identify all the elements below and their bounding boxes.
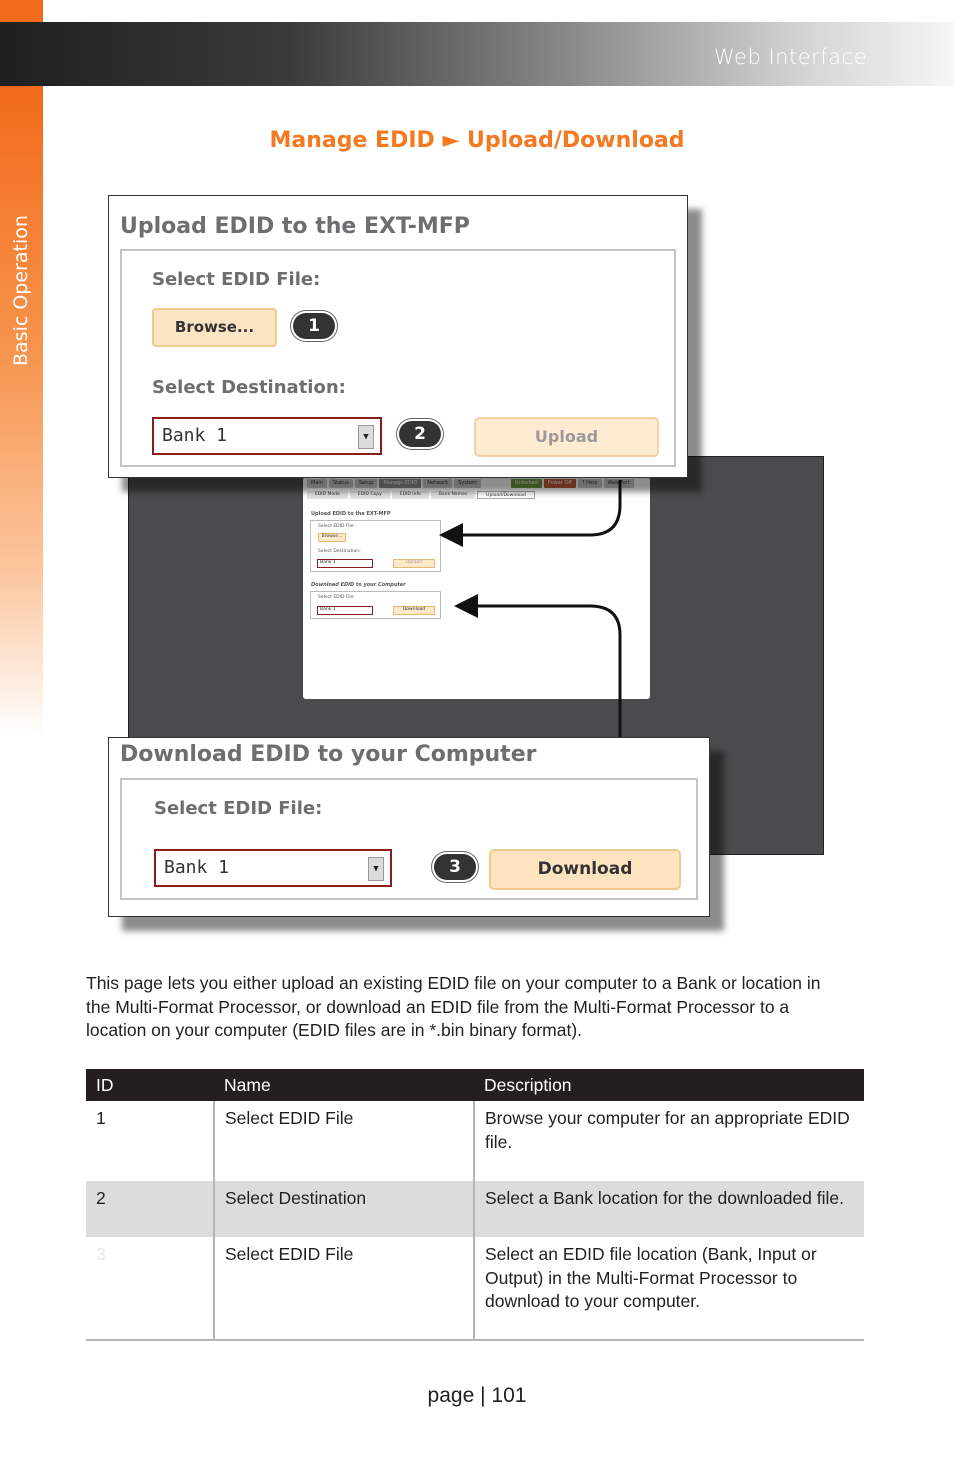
download-panel-title: Download EDID to your Computer <box>120 742 537 767</box>
destination-select-value: Bank 1 <box>162 425 228 446</box>
upload-select-file-label: Select EDID File: <box>152 269 321 290</box>
download-file-select[interactable] <box>154 849 392 887</box>
id-table <box>86 1069 864 1341</box>
side-label: Basic Operation <box>10 215 32 366</box>
mini-nav-system[interactable]: System <box>454 479 481 488</box>
arrow-upload <box>445 480 620 535</box>
download-panel <box>108 737 710 917</box>
table-row <box>86 1237 864 1340</box>
mini-upload-button[interactable]: Upload <box>393 559 435 568</box>
mini-download-button[interactable]: Download <box>393 606 435 615</box>
upload-button[interactable]: Upload <box>474 417 659 457</box>
badge-1: 1 <box>293 313 335 339</box>
mini-sub-edid-copy[interactable]: EDID Copy <box>350 491 390 499</box>
browse-button[interactable]: Browse... <box>152 308 277 347</box>
mini-nav-network[interactable]: Network <box>423 479 452 488</box>
header-description: Description <box>474 1069 864 1101</box>
row-id: 3 <box>86 1237 214 1340</box>
chevron-down-icon: ▼ <box>358 425 374 449</box>
mini-sub-edid-info[interactable]: EDID Info <box>392 491 429 499</box>
row-description: Browse your computer for an appropriate EDID file. <box>474 1101 864 1181</box>
header-title: Web Interface <box>714 45 867 69</box>
badge-3: 3 <box>434 854 476 880</box>
row-description: Select a Bank location for the downloaded file. <box>474 1181 864 1237</box>
mini-nav-webport: Web Port <box>604 479 634 488</box>
download-button[interactable]: Download <box>489 849 681 890</box>
table-row <box>86 1181 864 1237</box>
mini-nav-manage-edid[interactable]: Manage EDID <box>379 479 421 488</box>
mini-nav-setup[interactable]: Setup <box>355 479 378 488</box>
section-title: Manage EDID ► Upload/Download <box>269 128 685 153</box>
badge-2: 2 <box>399 421 441 447</box>
header-id: ID <box>86 1069 214 1101</box>
mini-sub-upload-download[interactable]: Upload/Download <box>477 491 535 499</box>
chevron-down-icon: ▼ <box>368 857 384 881</box>
description-text: This page lets you either upload an existing EDID file on your computer to a Bank or location in the Multi-Format Processor, or download an EDID file from the Multi-Format Processor to a location on your computer (EDID files are in *.bin binary format). <box>86 973 821 1040</box>
row-description: Select an EDID file location (Bank, Input or Output) in the Multi-Format Processor to download to your computer. <box>474 1237 864 1340</box>
row-id: 1 <box>96 1108 106 1128</box>
mini-bank-select[interactable]: Bank 1 <box>317 559 373 568</box>
mini-select-file-label: Select EDID File: <box>318 524 355 529</box>
destination-select[interactable] <box>152 417 382 455</box>
table-header-row <box>86 1069 864 1101</box>
download-select-file-label: Select EDID File: <box>154 798 323 819</box>
select-destination-label: Select Destination: <box>152 377 346 398</box>
mini-nav-power[interactable]: Power Off <box>544 479 576 488</box>
mini-sub-edid-mode[interactable]: EDID Mode <box>307 491 348 499</box>
mini-sub-bank-names[interactable]: Bank Names <box>431 491 475 499</box>
row-name: Select EDID File <box>214 1101 474 1181</box>
mini-select-file2-label: Select EDID File: <box>318 595 355 600</box>
mini-download-title: Download EDID to your Computer <box>311 582 406 588</box>
row-name: Select EDID File <box>214 1237 474 1340</box>
page-number: page | 101 <box>427 1384 527 1407</box>
mini-nav-status[interactable]: Status <box>329 479 353 488</box>
row-id: 2 <box>86 1181 214 1237</box>
mini-nav-main[interactable]: Main <box>307 479 327 488</box>
mini-bank-select-2[interactable]: Bank 1 <box>317 606 373 615</box>
arrow-download <box>460 606 620 738</box>
download-file-select-value: Bank 1 <box>164 857 230 878</box>
mini-upload-title: Upload EDID to the EXT-MFP <box>311 511 391 517</box>
mini-nav-help[interactable]: ? Help <box>578 479 602 488</box>
mini-select-destination-label: Select Destination: <box>318 549 361 554</box>
upload-panel-title: Upload EDID to the EXT-MFP <box>120 214 470 239</box>
header-name: Name <box>214 1069 474 1101</box>
upload-panel <box>108 195 688 478</box>
mini-nav-unlocked[interactable]: Unlocked <box>511 479 542 488</box>
row-name: Select Destination <box>214 1181 474 1237</box>
mini-browse-button[interactable]: Browse... <box>318 533 346 542</box>
table-row <box>86 1101 864 1181</box>
